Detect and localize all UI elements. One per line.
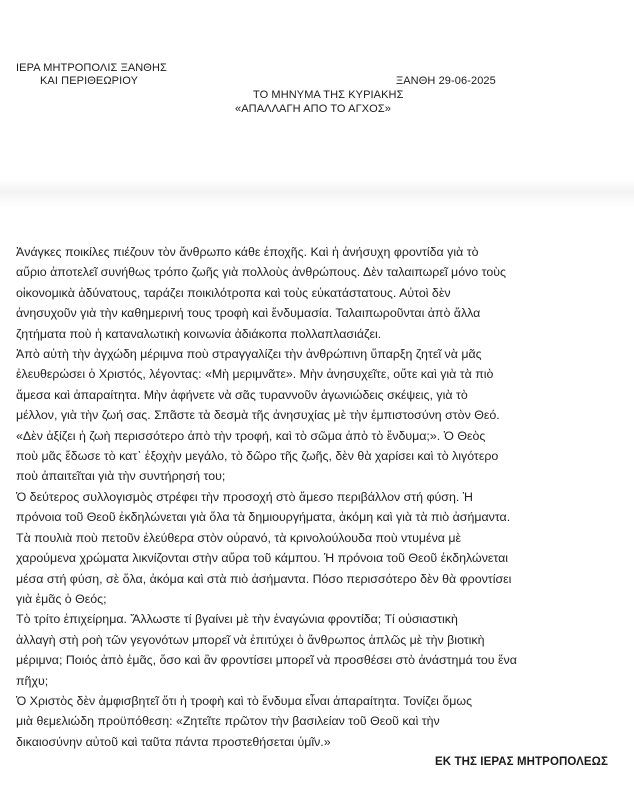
body-line: Τὰ πουλιὰ ποὺ πετοῦν ἐλεύθερα στὸν οὐρανό, τὰ κρινολούλουδα ποὺ ντυμένα μὲ xyxy=(16,530,462,545)
org-name-line1: ΙΕΡΑ ΜΗΤΡΟΠΟΛΙΣ ΞΑΝΘΗΣ xyxy=(16,62,167,74)
body-line: ἀνησυχοῦν γιὰ τὴν καθημερινή τους τροφὴ καὶ ἔνδυμασία. Ταλαιπωροῦνται ἀπὸ ἄλλα xyxy=(16,306,481,321)
body-line: μιὰ θεμελιώδη προϋπόθεση: «Ζητεῖτε πρῶτον τὴν βασιλείαν τοῦ Θεοῦ καὶ τὴν xyxy=(16,714,440,729)
message-subtitle: «ΑΠΑΛΛΑΓΗ ΑΠΟ ΤΟ ΑΓΧΟΣ» xyxy=(235,103,391,115)
body-line: ἀλλαγὴ στὴ ροὴ τῶν γεγονότων μπορεῖ νὰ ἐπιτύχει ὁ ἄνθρωπος ἁπλῶς μὲ τὴν βιοτικὴ xyxy=(16,632,485,647)
body-line: χαρούμενα χρώματα λικνίζονται στὴν αὔρα τοῦ κάμπου. Ἡ πρόνοια τοῦ Θεοῦ ἐκδηλώνεται xyxy=(16,551,509,566)
signature: ΕΚ ΤΗΣ ΙΕΡΑΣ ΜΗΤΡΟΠΟΛΕΩΣ xyxy=(434,756,608,768)
org-name-line2: ΚΑΙ ΠΕΡΙΘΕΩΡΙΟΥ xyxy=(40,75,139,87)
body-line: ποὺ μᾶς ἔδωσε τὸ κατ᾽ ἐξοχὴν μεγάλο, τὸ δῶρο τῆς ζωῆς, δὲν θὰ χαρίσει καὶ τὸ λιγότερο xyxy=(16,449,499,464)
body-line: μέλλον, γιὰ τὴν ζωή σας. Σπᾶστε τὰ δεσμὰ τῆς ἀνησυχίας μὲ τὴν ἐμπιστοσύνη στὸν Θεό. xyxy=(16,408,500,423)
body-line: Ἀνάγκες ποικίλες πιέζουν τὸν ἄνθρωπο κάθε ἐποχῆς. Καὶ ἡ ἀνήσυχη φροντίδα γιὰ τὸ xyxy=(16,245,479,259)
body-line: ζητήματα ποὺ ἡ καταναλωτικὴ κοινωνία ἀδιάκοπα πολλαπλασιάζει. xyxy=(16,326,382,341)
body-line: ποὺ ἀπαιτεῖται γιὰ τὴν συντήρησή του; xyxy=(16,469,226,484)
body-line: μέριμνα; Ποιός ἀπὸ ἐμᾶς, ὅσο καὶ ἂν φροντίσει μπορεῖ νὰ προσθέσει στὸ ἀνάστημά του ἕνα xyxy=(16,653,517,668)
body-line: Ἀπὸ αὐτὴ τὴν ἀγχώδη μέριμνα ποὺ στραγγαλίζει τὴν ἀνθρώπινη ὕπαρξη ζητεῖ νὰ μᾶς xyxy=(16,347,482,362)
body-line: Ὁ δεύτερος συλλογισμὸς στρέφει τὴν προσοχή στὸ ἄμεσο περιβάλλον στή φύση. Ἡ xyxy=(16,489,473,504)
body-line: «Δὲν ἀξίζει ἡ ζωὴ περισσότερο ἀπὸ τὴν τροφή, καὶ τὸ σῶμα ἀπὸ τὸ ἔνδυμα;». Ὁ Θεὸς xyxy=(16,428,486,443)
body-line: πρόνοια τοῦ Θεοῦ ἐκδηλώνεται γιὰ ὅλα τὰ δημιουργήματα, ἀκόμη καὶ γιὰ τὰ πιὸ ἀσήμαντα. xyxy=(16,510,511,525)
body-line: μέσα στή φύση, σὲ ὅλα, ἀκόμα καὶ στὰ πιὸ ἀσήμαντα. Πόσο περισσότερο δὲν θὰ φροντίσει xyxy=(16,571,512,586)
message-body xyxy=(16,242,618,752)
body-line: οἰκονομικὰ ἀδύνατους, ταράζει ποικιλότροπα καὶ τοὺς εὐκατάστατους. Αὐτοὶ δὲν xyxy=(16,285,451,300)
body-line: ἄμεσα καὶ ἀπαραίτητα. Μὴν ἀφήνετε νὰ σᾶς τυραννοῦν ἀγωνιώδεις σκέψεις, γιὰ τὸ xyxy=(16,387,468,402)
place-date: ΞΑΝΘΗ 29-06-2025 xyxy=(396,75,496,87)
body-line: ἐλευθερώσει ὁ Χριστός, λέγοντας: «Μὴ μεριμνᾶτε». Μὴν ἀνησυχεῖτε, οὔτε καὶ γιὰ τὰ πιὸ xyxy=(16,367,494,382)
scan-fold-band xyxy=(0,178,634,208)
message-title: ΤΟ ΜΗΝΥΜΑ ΤΗΣ ΚΥΡΙΑΚΗΣ xyxy=(253,89,404,101)
body-line: αὔριο ἀποτελεῖ συνήθως τρόπο ζωῆς γιὰ πολλοὺς ἀνθρώπους. Δὲν ταλαιπωρεῖ μόνο τοὺς xyxy=(16,265,506,280)
body-line: γιὰ ἐμᾶς ὁ Θεός; xyxy=(16,591,107,606)
body-line: Τὸ τρίτο ἐπιχείρημα. Ἄλλωστε τί βγαίνει μὲ τὴν ἐναγώνια φροντίδα; Τί οὐσιαστικὴ xyxy=(16,612,458,627)
body-line: πῆχυ; xyxy=(16,673,49,688)
body-line: Ὁ Χριστὸς δὲν ἀμφισβητεῖ ὅτι ἡ τροφὴ καὶ τὸ ἔνδυμα εἶναι ἀπαραίτητα. Τονίζει ὅμως xyxy=(16,693,473,708)
body-line: δικαιοσύνην αὐτοῦ καὶ ταῦτα πάντα προστεθήσεται ὑμῖν.» xyxy=(16,734,331,749)
